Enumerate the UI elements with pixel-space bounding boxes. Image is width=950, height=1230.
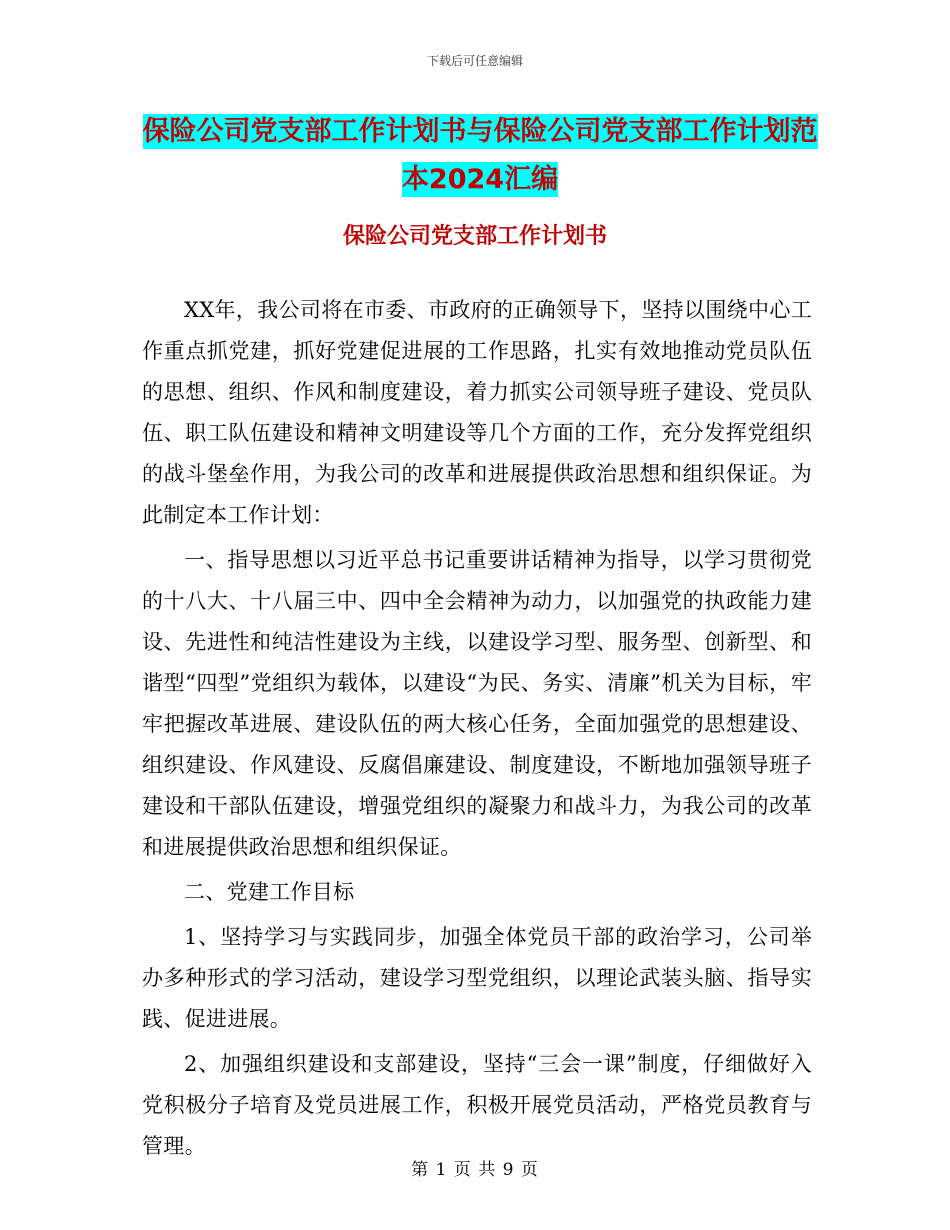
paragraph-intro: XX年，我公司将在市委、市政府的正确领导下，坚持以围绕中心工作重点抓党建，抓好党建促进展的工作思路，扎实有效地推动党员队伍的思想、组织、作风和制度建设，着力抓实公司领导班子建设、党员队伍、职工队伍建设和精神文明建设等几个方面的工作，充分发挥党组织的战斗堡垒作用，为我公司的改革和进展提供政治思想和组织保证。为此制定本工作计划： [142, 298, 812, 527]
paragraph-heading-goals: 二、党建工作目标 [184, 880, 355, 904]
page-footer: 第 1 页 共 9 页 [411, 1160, 539, 1180]
paragraph-goal-2: 2、加强组织建设和支部建设，坚持“三会一课”制度，仔细做好入党积极分子培育及党员进展工作，积极开展党员活动，严格党员教育与管理。 [142, 1052, 812, 1158]
document-title [140, 108, 820, 204]
paragraph-goal-1: 1、坚持学习与实践同步，加强全体党员干部的政治学习，公司举办多种形式的学习活动，建设学习型党组织，以理论武装头脑、指导实践、促进进展。 [142, 925, 812, 1031]
document-title-text: 保险公司党支部工作计划书与保险公司党支部工作计划范本2024汇编 [142, 116, 818, 195]
paragraph-guiding-thought: 一、指导思想以习近平总书记重要讲话精神为指导，以学习贯彻党的十八大、十八届三中、四中全会精神为动力，以加强党的执政能力建设、先进性和纯洁性建设为主线，以建设学习型、服务型、创新型、和谐型“四型”党组织为载体，以建设“为民、务实、清廉”机关为目标，牢牢把握改革进展、建设队伍的两大核心任务，全面加强党的思想建设、组织建设、作风建设、反腐倡廉建设、制度建设，不断地加强领导班子建设和干部队伍建设，增强党组织的凝聚力和战斗力，为我公司的改革和进展提供政治思想和组织保证。 [142, 548, 812, 859]
header-note: 下载后可任意编辑 [426, 54, 523, 68]
body-text [142, 290, 812, 1171]
section-title: 保险公司党支部工作计划书 [342, 224, 607, 249]
